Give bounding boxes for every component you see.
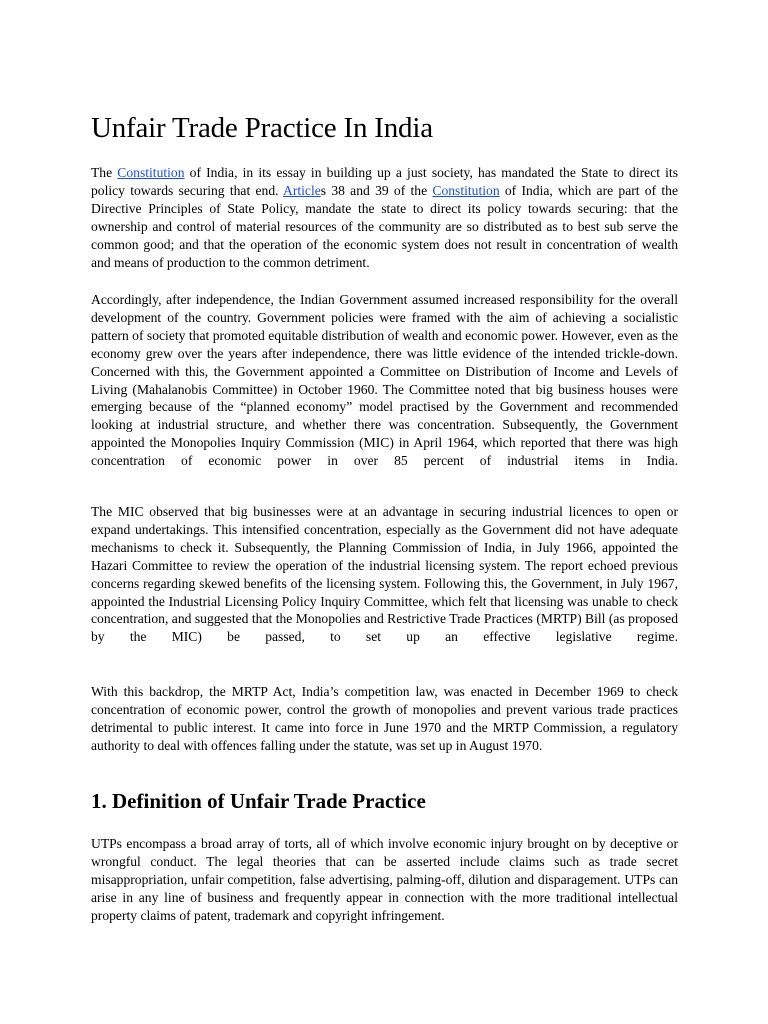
intro-text-3: s 38 and 39 of the [320, 182, 433, 198]
page-title: Unfair Trade Practice In India [91, 112, 433, 144]
constitution-link[interactable]: Constitution [117, 165, 185, 180]
paragraph-mic: The MIC observed that big businesses were at an advantage in securing industrial licences to open or expand undertakings. This intensified concentration, especially as the Government did not have adequate mechanisms to check it. Subsequently, the Planning Commission of India, in July 1966, appointed the Hazari Committee to review the operation of the industrial licensing system. The report echoed previous concerns regarding skewed benefits of the licensing system. Following this, the Government, in July 1967, appointed the Industrial Licensing Policy Inquiry Committee, which felt that licensing was unable to check concentration, and suggested that the Monopolies and Restrictive Trade Practices (MRTP) Bill (as proposed by the MIC) be passed, to set up an effective legislative regime. [91, 504, 678, 645]
constitution-link-2[interactable]: Constitution [432, 182, 500, 198]
intro-text-1: The [91, 165, 118, 180]
paragraph-utp-definition: UTPs encompass a broad array of torts, all of which involve economic injury brought on by deceptive or wrongful conduct. The legal theories that can be asserted include claims such as trade secret misappropriation, unfair competition, false advertising, palming-off, dilution and disparagement. UTPs can arise in any line of business and frequently appear in connection with the more traditional intellectual property claims of patent, trademark and copyright infringement. [91, 836, 678, 923]
paragraph-mrtp-act: With this backdrop, the MRTP Act, India’s competition law, was enacted in December 1969 to check concentration of economic power, control the growth of monopolies and prevent various trade practices detrimental to public interest. It came into force in June 1970 and the MRTP Commission, a regulatory authority to deal with offences falling under the statute, was set up in August 1970. [91, 684, 678, 753]
intro-text-4: of India, which are part of the Directive Principles of State Policy, mandate the state to direct its policy towards securing: that the ownership and control of material resources of the community are so distributed as to best sub serve the common good; and that the operation of the economic system does not result in concentration of wealth and means of production to the common detriment. [91, 182, 678, 270]
intro-text-2: of India, in its essay in building up a just society, has mandated the State to direct its policy towards securing that end. [91, 165, 678, 198]
article-link[interactable]: Article [283, 182, 321, 198]
paragraph-independence: Accordingly, after independence, the Indian Government assumed increased responsibility for the overall development of the country. Government policies were framed with the aim of achieving a socialistic pattern of society that promoted equitable distribution of wealth and economic power. However, even as the economy grew over the years after independence, there was little evidence of the intended trickle-down. Concerned with this, the Government appointed a Committee on Distribution of Income and Levels of Living (Mahalanobis Committee) in October 1960. The Committee noted that big business houses were emerging because of the “planned economy” model practised by the Government and recommended looking at industrial structure, and whether there was concentration. Subsequently, the Government appointed the Monopolies Inquiry Commission (MIC) in April 1964, which reported that there was high concentration of economic power in over 85 percent of industrial items in India. [91, 292, 678, 469]
section-heading-definition: 1. Definition of Unfair Trade Practice [91, 789, 426, 813]
paragraph-intro [91, 164, 678, 271]
